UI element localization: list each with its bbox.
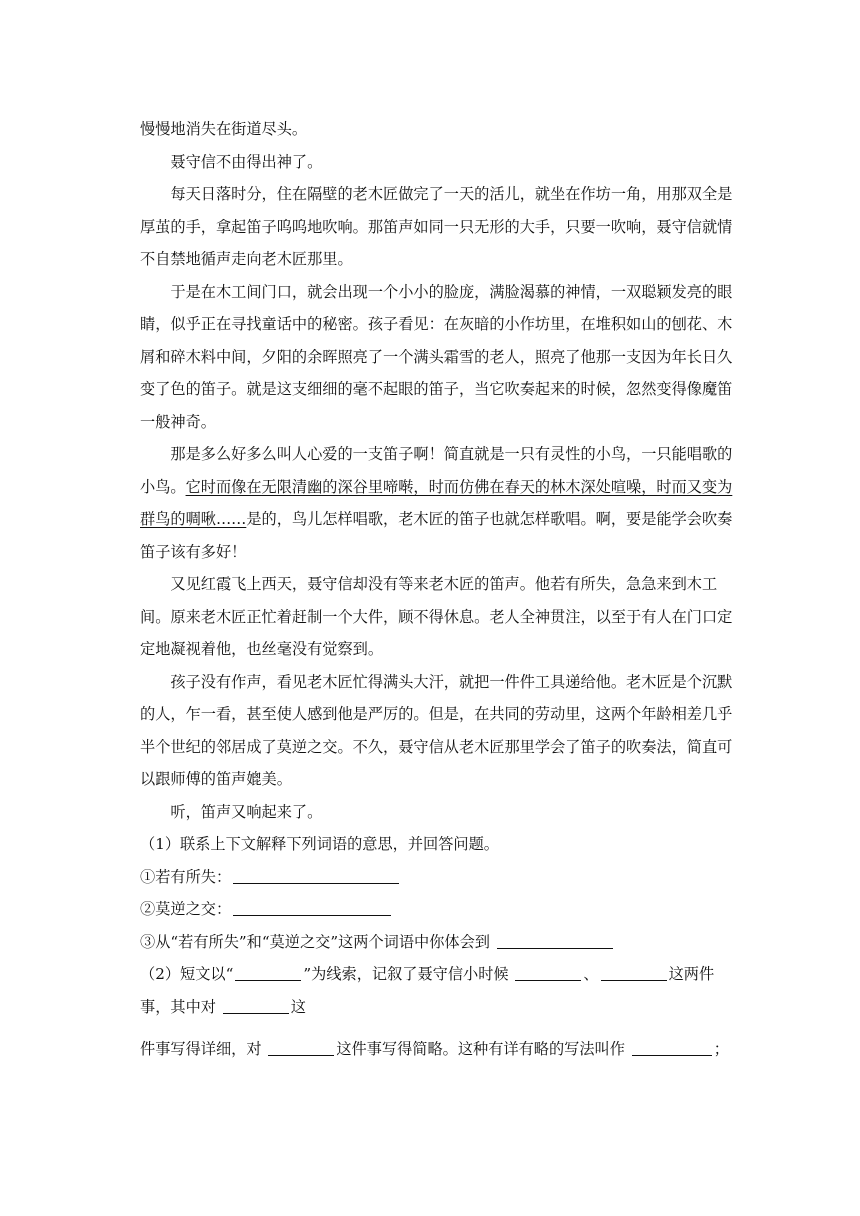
question-2-part-4: 这两件事，其中对 (140, 965, 715, 1016)
answer-blank-1b[interactable] (233, 914, 391, 916)
document-body (140, 113, 734, 1066)
paragraph-1: 慢慢地消失在街道尽头。 (140, 120, 308, 138)
question-2-part-6: 件事写得详细，对 (140, 1040, 262, 1058)
paragraph-2: 聂守信不由得出神了。 (170, 152, 323, 171)
question-1-stem: （1）联系上下文解释下列词语的意思，并回答问题。 (140, 835, 499, 853)
paragraph-8: 听，笛声又响起来了。 (170, 802, 323, 821)
question-1b-label: ②莫逆之交： (140, 900, 232, 918)
answer-blank-2-clue[interactable] (235, 979, 301, 981)
question-1a-label: ①若有所失： (140, 867, 232, 886)
paragraph-4: 于是在木工间门口，就会出现一个小小的脸庞，满脸渴慕的神情，一双聪颖发亮的眼睛，似乎正在寻找童话中的秘密。孩子看见：在灰暗的小作坊里，在堆积如山的刨花、木屑和碎木料中间，夕阳的余晖照亮了一个满头霜雪的老人，照亮了他那一支因为年长日久变了色的笛子。就是这支细细的毫不起眼的笛子，当它吹奏起来的时候，忽然变得像魔笛一般神奇。 (140, 282, 733, 431)
answer-blank-2-detailed[interactable] (223, 1012, 289, 1014)
question-2-part-5: 这 (290, 997, 306, 1016)
question-1c-label: ③从“若有所失”和“莫逆之交”这两个词语中你体会到 (140, 932, 490, 951)
question-2-part-2: ”为线索，记叙了聂守信小时候 (303, 965, 509, 983)
paragraph-7: 孩子没有作声，看见老木匠忙得满头大汗，就把一件件工具递给他。老木匠是个沉默的人，乍一看，甚至使人感到他是严厉的。但是，在共同的劳动里，这两个年龄相差几乎半个世纪的邻居成了莫逆之交。不久，聂守信从老木匠那里学会了笛子的吹奏法，简直可以跟师傅的笛声媲美。 (140, 672, 733, 788)
question-2-part-3: 、 (583, 965, 599, 983)
line-gap (140, 1023, 734, 1033)
question-2 (140, 958, 734, 1023)
question-1b (140, 893, 734, 926)
paragraph-5-text-b: 是的，鸟儿怎样唱歌，老木匠的笛子也就怎样歌唱。啊，要是能学会吹奏笛子该有多好！ (140, 510, 733, 561)
underlined-sentence: 它时而像在无限清幽的深谷里啼啭，时而仿佛在春天的林木深处喧噪，时而又变为群鸟的啁啾…… (140, 477, 733, 528)
paragraph-3: 每天日落时分，住在隔壁的老木匠做完了一天的活儿，就坐在作坊一角，用那双全是厚茧的手，拿起笛子呜呜地吹响。那笛声如同一只无形的大手，只要一吹响，聂守信就情不自禁地循声走向老木匠那里。 (140, 185, 733, 268)
question-2-part-8: ； (713, 1040, 729, 1058)
answer-blank-2-brief[interactable] (268, 1054, 334, 1056)
question-1c (140, 926, 734, 959)
answer-blank-1a[interactable] (233, 882, 399, 884)
question-2-part-1: （2）短文以“ (140, 965, 234, 983)
answer-blank-2-event2[interactable] (601, 979, 667, 981)
question-2-continued (140, 1033, 734, 1066)
question-2-part-7: 这件事写得简略。这种有详有略的写法叫作 (336, 1040, 625, 1058)
answer-blank-2-technique[interactable] (632, 1054, 712, 1056)
paragraph-5-text-a: 那是多么好多么叫人心爱的一支笛子啊！简直就是一只有灵性的小鸟，一只能唱歌的小鸟。 (140, 445, 733, 496)
answer-blank-1c[interactable] (497, 947, 613, 949)
paragraph-6: 又见红霞飞上西天，聂守信却没有等来老木匠的笛声。他若有所失，急急来到木工间。原来老木匠正忙着赶制一个大件，顾不得休息。老人全神贯注，以至于有人在门口定定地凝视着他，也丝毫没有觉察到。 (140, 575, 733, 658)
paragraph-5 (140, 438, 734, 568)
question-1a (140, 861, 734, 894)
answer-blank-2-event1[interactable] (515, 979, 581, 981)
